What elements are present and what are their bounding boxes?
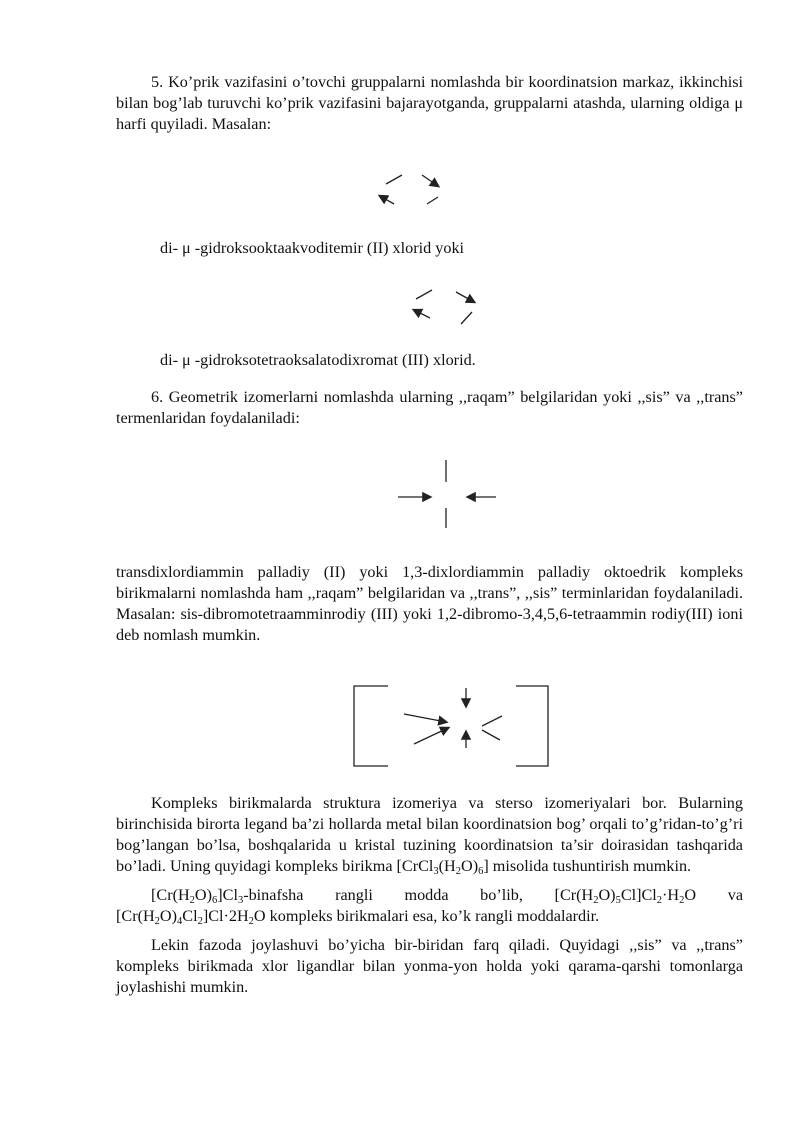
- paragraph-6-block: [116, 387, 743, 429]
- paragraph-lekin: Lekin fazoda joylashuvi bo’yicha bir-biridan farq qiladi. Quyidagi ,,sis” va ,,trans” kompleks birikmada xlor ligandlar bilan yonma-yon holda yoki qarama-qarshi tomonlarga joylashishi mumkin.: [116, 936, 743, 996]
- figure-trans-square-planar: [394, 456, 500, 532]
- document-body: [116, 72, 743, 135]
- figure-bridge-structure-2: [406, 286, 482, 330]
- paragraph-chromium: $[Cr(H_2O)_6]Cl_3$-binafsha rangli modda bo’lib, $[Cr(H_2O)_5Cl]Cl_2\cdot H_2O$ va $[Cr(H_2O)_4Cl_2]Cl\cdot 2H_2O$ kompleks birikmalari esa, ko’k rangli moddalardir.: [116, 886, 744, 927]
- figure-1-caption: di- μ -gidroksooktaakvoditemir (II) xlorid yoki: [160, 239, 465, 257]
- paragraph-lower-block: [116, 793, 743, 998]
- paragraph-kompleks: Kompleks birikmalarda struktura izomeriya va sterso izomeriyalari bor. Bularning birinchisida birorta legand ba’zi hollarda metal bilan koordinatsion bog’ orqali to’g’ridan-to’g’ri bog’langan bo’lsa, boshqalarida u kristal tuzining koordinatsion ta’sir doirasidan tashqarida bo’ladi. Uning quyidagi kompleks birikma $[CrCl_3(H_2O)_6]$ misolida tushuntirish mumkin.: [116, 794, 743, 877]
- figure-2-caption: di- μ -gidroksotetraoksalatodixromat (III) xlorid.: [160, 351, 476, 369]
- paragraph-6: 6. Geometrik izomerlarni nomlashda ularning ,,raqam” belgilaridan yoki ,,sis” va ,,trans” termenlaridan foydalaniladi:: [116, 388, 743, 427]
- paragraph-trans: transdixlordiammin palladiy (II) yoki 1,3-dixlordiammin palladiy oktoedrik kompleks birikmalarni nomlashda ham ,,raqam” belgilaridan va ,,trans”, ,,sis” terminlaridan foydalaniladi. Masalan: sis-dibromotetraamminrodiy (III) yoki 1,2-dibromo-3,4,5,6-tetraammin rodiy(III) ioni deb nomlash mumkin.: [116, 563, 743, 644]
- paragraph-trans-block: [116, 562, 743, 646]
- paragraph-5: 5. Ko’prik vazifasini o’tovchi gruppalarni nomlashda bir koordinatsion markaz, ikkinchisi bilan bog’lab turuvchi ko’prik vazifasini bajarayotganda, gruppalarni atashda, ularning oldiga μ harfi quyiladi. Masalan:: [116, 73, 743, 133]
- figure-bridge-structure-1: [372, 170, 448, 212]
- figure-sis-octahedral: [352, 682, 552, 772]
